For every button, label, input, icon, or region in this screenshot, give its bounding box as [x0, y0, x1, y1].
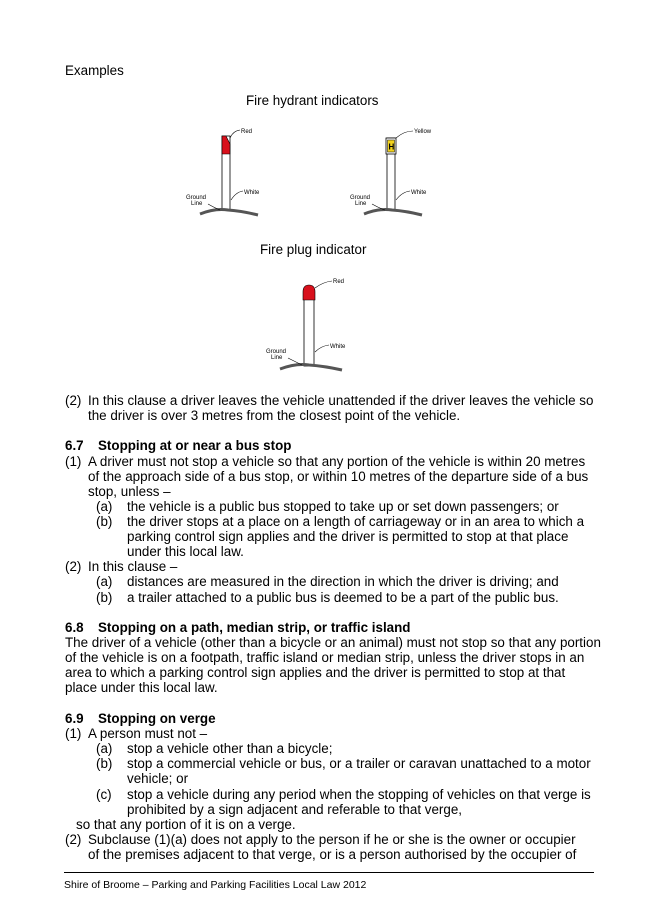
item-letter: (b) [96, 756, 113, 771]
paragraph-line: place under this local law. [65, 680, 218, 695]
clause-line: In this clause – [88, 559, 178, 574]
label-line: Line [191, 201, 203, 207]
clause-line: A driver must not stop a vehicle so that any portion of the vehicle is within 20 metres [88, 454, 586, 469]
section-number: 6.7 [65, 438, 84, 453]
examples-heading: Examples [65, 63, 124, 78]
item-line: the vehicle is a public bus stopped to take up or set down passengers; or [127, 499, 559, 514]
item-line: stop a vehicle other than a bicycle; [127, 741, 333, 756]
item-line: a trailer attached to a public bus is deemed to be a part of the public bus. [127, 590, 559, 605]
section-number: 6.8 [65, 620, 84, 635]
hydrant-indicator-red-figure [180, 122, 280, 220]
section-number: 6.9 [65, 711, 84, 726]
item-line: vehicle; or [127, 771, 189, 786]
paragraph-line: of the vehicle is on a footpath, traffic island or median strip, unless the driver stops in an [65, 650, 585, 665]
page-footer: Shire of Broome – Parking and Parking Facilities Local Law 2012 [64, 879, 367, 891]
clause-line: the driver is over 3 metres from the closest point of the vehicle. [88, 408, 461, 423]
fire-plug-indicator-figure [258, 272, 368, 376]
clause-number: (1) [65, 726, 82, 741]
item-letter: (a) [96, 741, 113, 756]
item-line: under this local law. [127, 544, 244, 559]
item-letter: (b) [96, 590, 113, 605]
item-line: parking control sign applies and the driver is permitted to stop at that place [127, 529, 569, 544]
item-letter: (b) [96, 514, 113, 529]
ground-hatch [200, 210, 258, 216]
red-cap [303, 285, 315, 300]
section-title: Stopping at or near a bus stop [98, 438, 292, 453]
label-red: Red [241, 129, 253, 135]
clause-line: In this clause a driver leaves the vehicle unattended if the driver leaves the vehicle so [88, 393, 594, 408]
label-yellow: Yellow [414, 129, 432, 135]
paragraph-line: The driver of a vehicle (other than a bicycle or an animal) must not stop so that any portion [65, 635, 601, 650]
label-red: Red [333, 279, 345, 285]
label-white: White [411, 190, 427, 196]
clause-line: of the premises adjacent to that verge, or is a person authorised by the occupier of [88, 847, 577, 862]
label-ground: Ground [350, 195, 371, 201]
paragraph-line: area to which a parking control sign applies and the driver is permitted to stop at that [65, 665, 566, 680]
ground-hatch [364, 210, 422, 216]
footer-divider [64, 872, 594, 873]
clause-tail: so that any portion of it is on a verge. [76, 817, 296, 832]
section-title: Stopping on verge [98, 711, 216, 726]
item-line: the driver stops at a place on a length of carriageway or in an area to which a [127, 514, 585, 529]
clause-number: (1) [65, 454, 82, 469]
label-white: White [244, 190, 260, 196]
label-ground: Ground [266, 349, 287, 355]
ground-hatch [280, 365, 342, 371]
label-white: White [330, 344, 346, 350]
hydrant-indicator-yellow-figure [344, 122, 444, 220]
leader-line [315, 345, 329, 352]
item-line: stop a commercial vehicle or bus, or a trailer or caravan unattached to a motor [127, 756, 591, 771]
label-ground: Ground [186, 195, 207, 201]
clause-line: A person must not – [88, 726, 208, 741]
hydrant-h-icon: H [388, 142, 395, 152]
leader-line [231, 191, 243, 200]
hydrant-caption: Fire hydrant indicators [246, 93, 379, 108]
plug-caption: Fire plug indicator [260, 242, 367, 257]
item-line: prohibited by a sign adjacent and referable to that verge, [127, 802, 462, 817]
item-line: distances are measured in the direction in which the driver is driving; and [127, 574, 559, 589]
clause-number: (2) [65, 393, 82, 408]
leader-line [396, 191, 410, 200]
section-title: Stopping on a path, median strip, or traffic island [98, 620, 411, 635]
item-letter: (c) [96, 787, 112, 802]
label-line: Line [355, 201, 367, 207]
clause-line: of the approach side of a bus stop, or within 10 metres of the departure side of a bus [88, 469, 589, 484]
item-letter: (a) [96, 574, 113, 589]
item-line: stop a vehicle during any period when the stopping of vehicles on that verge is [127, 787, 591, 802]
clause-number: (2) [65, 559, 82, 574]
leader-line [315, 281, 332, 288]
clause-number: (2) [65, 832, 82, 847]
label-line: Line [271, 355, 283, 361]
item-letter: (a) [96, 499, 113, 514]
clause-line: stop, unless – [88, 484, 171, 499]
clause-line: Subclause (1)(a) does not apply to the person if he or she is the owner or occupier [88, 832, 576, 847]
leader-line [230, 130, 240, 138]
leader-line [396, 131, 413, 138]
